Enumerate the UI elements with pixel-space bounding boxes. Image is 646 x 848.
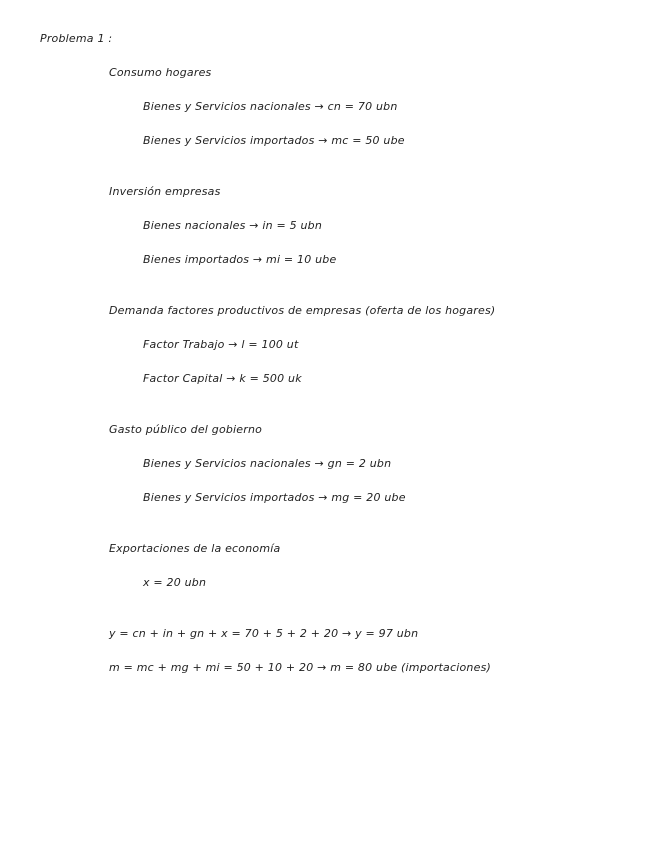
item-consumo-nacionales: Bienes y Servicios nacionales → cn = 70 ubn	[143, 100, 398, 113]
item-factor-capital: Factor Capital → k = 500 uk	[143, 372, 302, 385]
problem-title: Problema 1 :	[40, 32, 113, 45]
item-gasto-importados: Bienes y Servicios importados → mg = 20 ube	[143, 491, 406, 504]
section-heading-exportaciones: Exportaciones de la economía	[109, 542, 281, 555]
item-gasto-nacionales: Bienes y Servicios nacionales → gn = 2 ubn	[143, 457, 392, 470]
equation-m: m = mc + mg + mi = 50 + 10 + 20 → m = 80 ube (importaciones)	[109, 661, 491, 674]
item-exportaciones: x = 20 ubn	[143, 576, 207, 589]
section-heading-factores: Demanda factores productivos de empresas (oferta de los hogares)	[109, 304, 496, 317]
item-inversion-importados: Bienes importados → mi = 10 ube	[143, 253, 337, 266]
equation-y: y = cn + in + gn + x = 70 + 5 + 2 + 20 → y = 97 ubn	[109, 627, 419, 640]
item-consumo-importados: Bienes y Servicios importados → mc = 50 ube	[143, 134, 405, 147]
item-factor-trabajo: Factor Trabajo → l = 100 ut	[143, 338, 299, 351]
item-inversion-nacionales: Bienes nacionales → in = 5 ubn	[143, 219, 323, 232]
section-heading-consumo: Consumo hogares	[109, 66, 212, 79]
section-heading-inversion: Inversión empresas	[109, 185, 221, 198]
section-heading-gasto: Gasto público del gobierno	[109, 423, 263, 436]
